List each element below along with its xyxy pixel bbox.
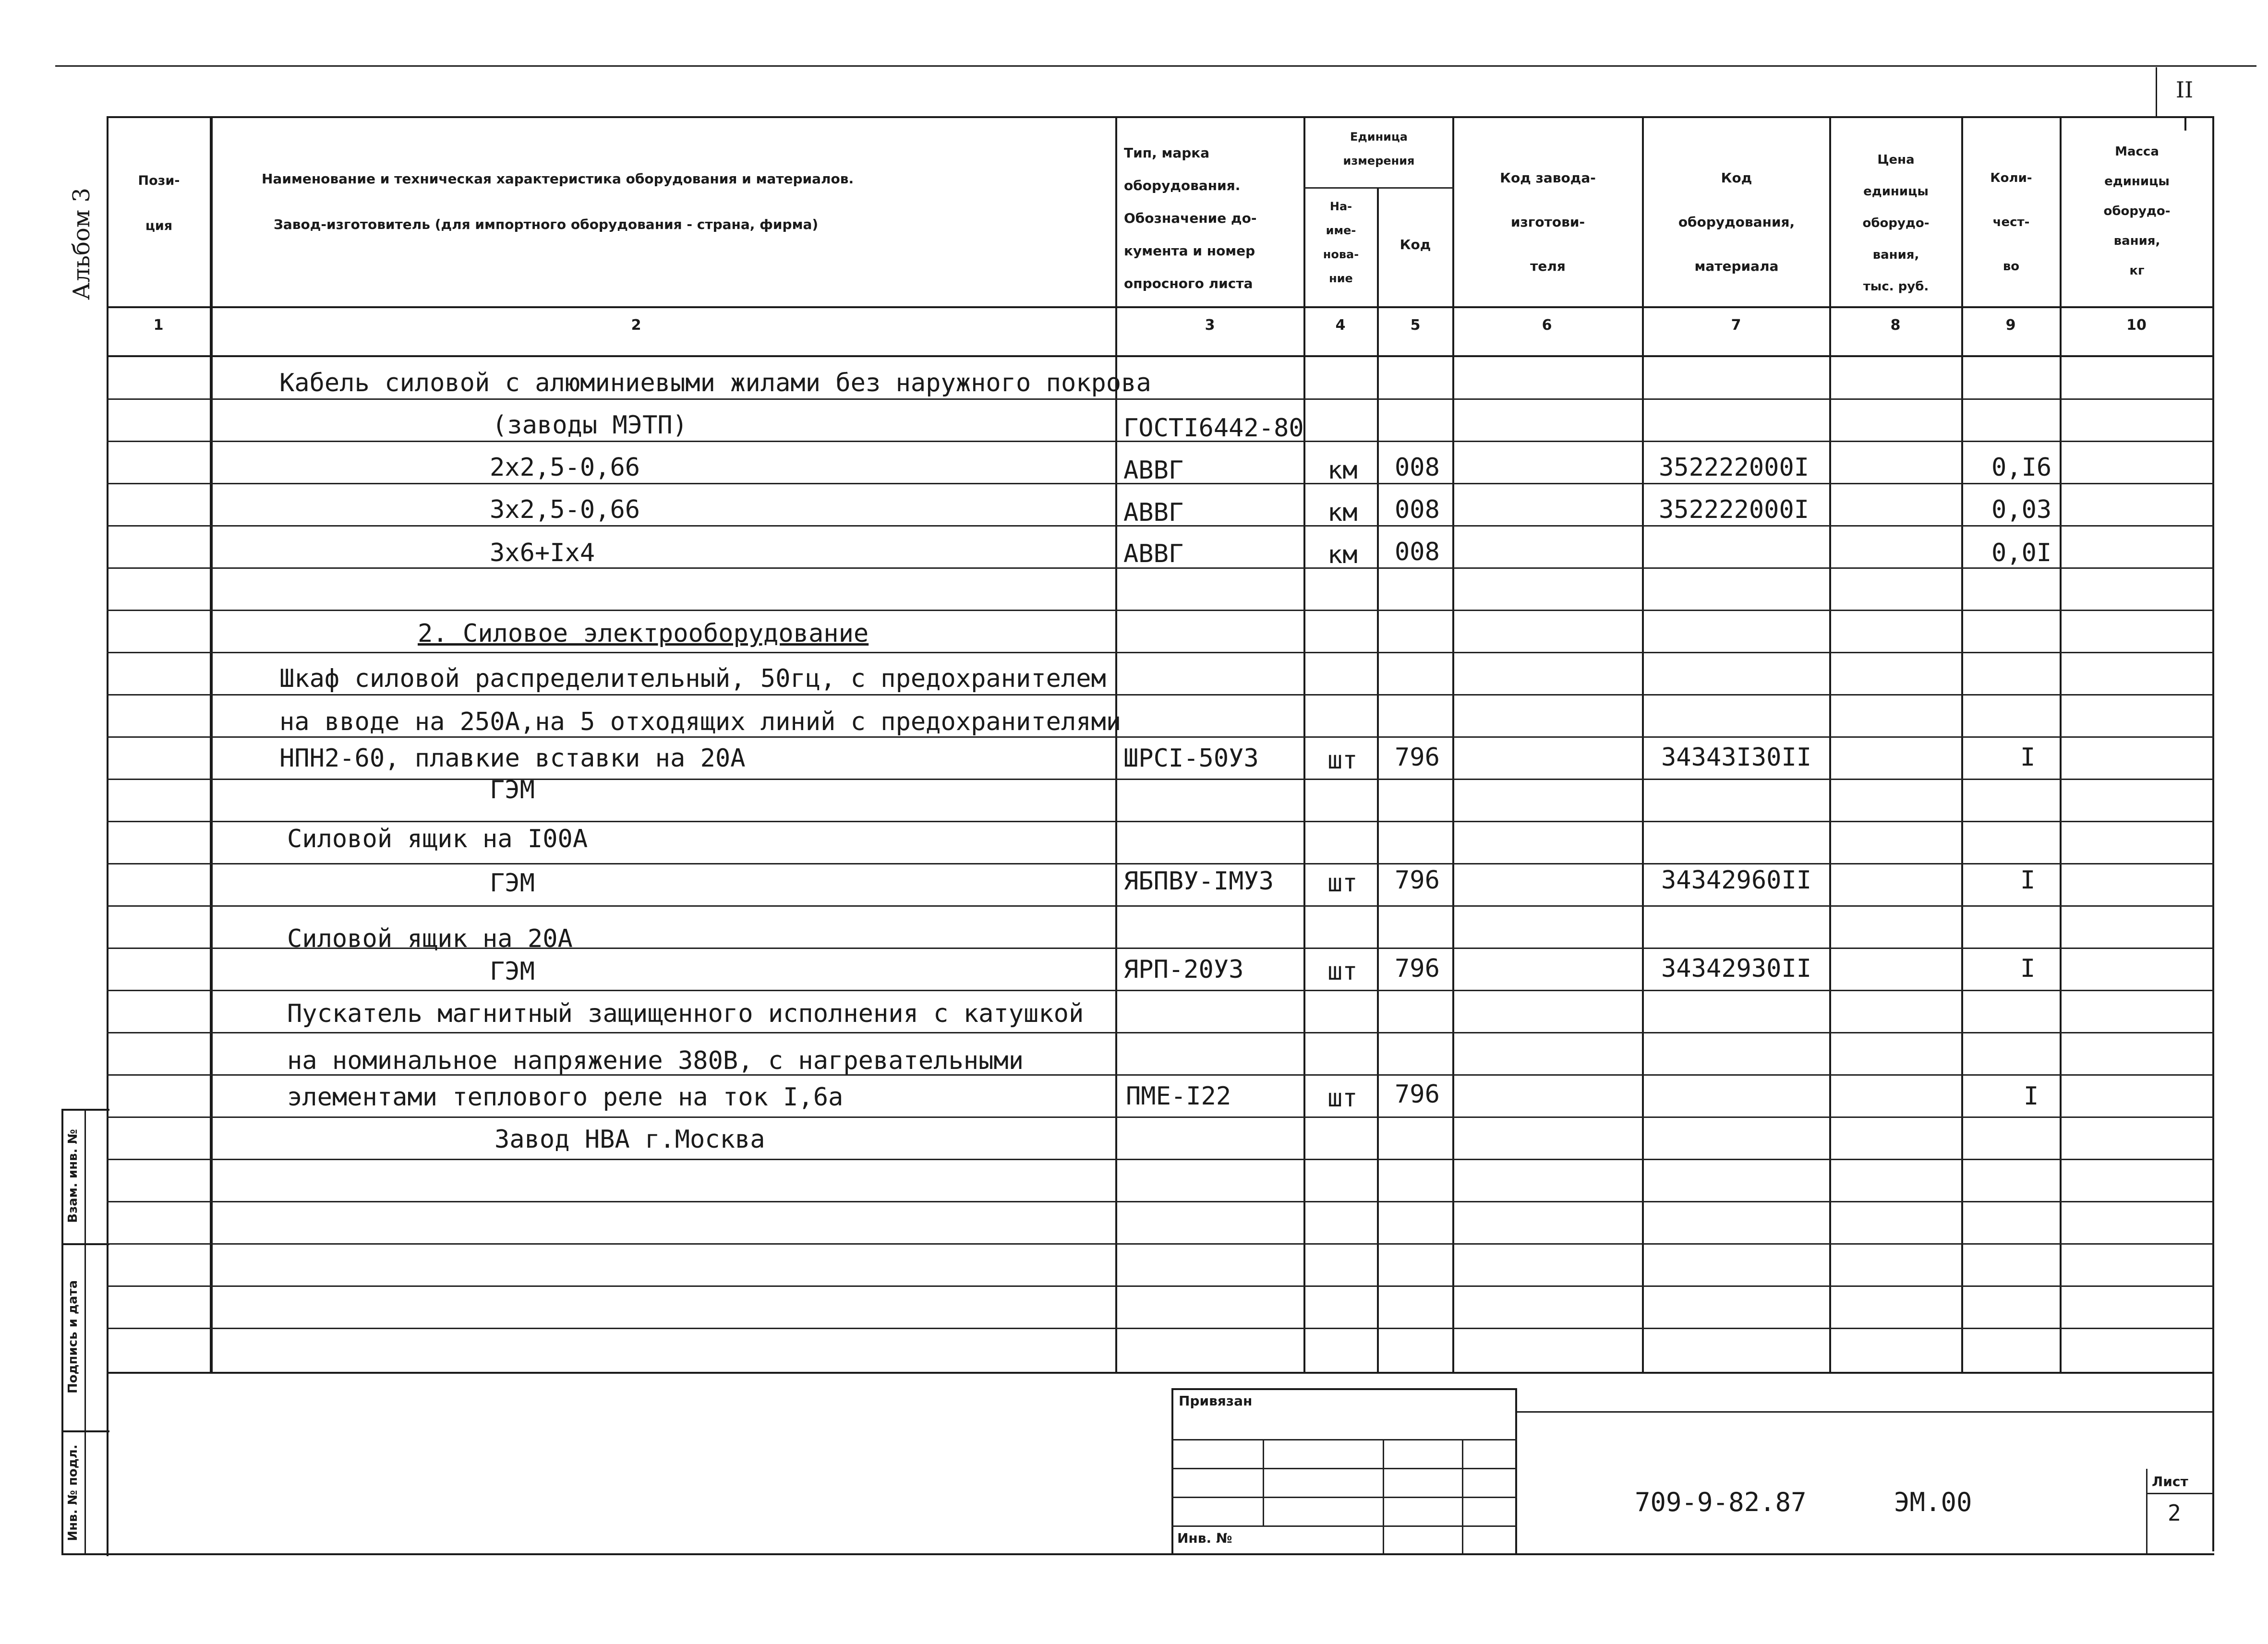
item-equipment-code: 34342930II bbox=[1661, 954, 1812, 983]
item-name: 2х2,5-0,66 bbox=[490, 453, 640, 482]
item-name: на вводе на 250А,на 5 отходящих линий с предохранителями bbox=[279, 708, 1122, 736]
colnum: 5 bbox=[1410, 317, 1421, 334]
header-price: Цена единицы оборудо- вания, тыс. руб. bbox=[1862, 153, 1930, 294]
item-name: НПН2-60, плавкие вставки на 20А bbox=[279, 744, 746, 773]
item-quantity: I bbox=[2020, 866, 2036, 895]
item-equipment-code: 352222000I bbox=[1659, 453, 1810, 482]
item-maker: ГЭМ bbox=[490, 957, 535, 986]
document-code: 709-9-82.87 bbox=[1635, 1487, 1807, 1517]
item-unit-code: 796 bbox=[1395, 954, 1440, 983]
side-stamp-div2 bbox=[61, 1430, 109, 1432]
sheet-corner-number: II bbox=[2175, 77, 2194, 103]
col-line-4 bbox=[1377, 187, 1379, 1374]
header-unit-code: Код bbox=[1399, 237, 1431, 252]
header-name-line2: Завод-изготовитель (для импортного оборудования - страна, фирма) bbox=[274, 216, 819, 232]
header-position: Пози- ция bbox=[138, 173, 180, 233]
header-bottom-line bbox=[107, 306, 2214, 308]
colnum: 2 bbox=[631, 317, 641, 334]
stamp-privyazan: Привязан bbox=[1179, 1393, 1253, 1409]
colnum: 7 bbox=[1731, 317, 1741, 334]
item-unit: км bbox=[1327, 540, 1358, 569]
col-line-3 bbox=[1303, 116, 1305, 1374]
item-unit-code: 796 bbox=[1395, 1080, 1440, 1109]
side-stamp-left bbox=[61, 1109, 63, 1555]
top-border-line bbox=[55, 65, 2256, 67]
side-label-inv: Инв. № подл. bbox=[66, 1444, 80, 1541]
colnum-bottom-line bbox=[107, 355, 2214, 357]
item-equipment-code: 34343I30II bbox=[1661, 743, 1812, 772]
item-name: на номинальное напряжение 380В, с нагревательными bbox=[287, 1046, 1024, 1075]
section-heading: 2. Силовое электрооборудование bbox=[418, 619, 869, 648]
colnum: 3 bbox=[1205, 317, 1215, 334]
item-unit-code: 008 bbox=[1395, 453, 1440, 482]
header-quantity: Коли- чест- во bbox=[1990, 171, 2032, 274]
item-unit: шт bbox=[1327, 1084, 1358, 1113]
sheet-number: 2 bbox=[2168, 1500, 2181, 1526]
item-maker: ГЭМ bbox=[490, 776, 535, 804]
item-unit: км bbox=[1327, 498, 1358, 527]
frame-right bbox=[2212, 116, 2214, 1551]
col-line-2 bbox=[1115, 116, 1117, 1374]
document-suffix: ЭМ.00 bbox=[1894, 1487, 1972, 1517]
item-unit-code: 796 bbox=[1395, 866, 1440, 895]
colnum: 10 bbox=[2126, 317, 2147, 334]
item-type: ПМЕ-I22 bbox=[1126, 1082, 1231, 1111]
item-type: ШРСI-50У3 bbox=[1123, 744, 1259, 773]
item-unit-code: 008 bbox=[1395, 538, 1440, 566]
item-name: (заводы МЭТП) bbox=[492, 411, 688, 440]
colnum: 8 bbox=[1890, 317, 1901, 334]
col-line-5 bbox=[1452, 116, 1454, 1374]
stamp-inv-no: Инв. № bbox=[1177, 1530, 1232, 1546]
col-line-7 bbox=[1829, 116, 1831, 1374]
item-equipment-code: 352222000I bbox=[1659, 495, 1810, 524]
item-unit-code: 796 bbox=[1395, 743, 1440, 772]
item-unit: км bbox=[1327, 456, 1358, 485]
colnum: 1 bbox=[153, 317, 164, 334]
item-unit: шт bbox=[1327, 957, 1358, 986]
item-maker: Завод НВА г.Москва bbox=[495, 1125, 765, 1154]
item-type: ЯРП-20У3 bbox=[1123, 955, 1244, 984]
colnum: 9 bbox=[2005, 317, 2016, 334]
col-line-9 bbox=[2060, 116, 2062, 1374]
item-quantity: I bbox=[2020, 743, 2036, 772]
item-equipment-code: 34342960II bbox=[1661, 866, 1812, 895]
header-unit-name: На- име- нова- ние bbox=[1323, 200, 1359, 285]
sheet-label: Лист bbox=[2152, 1474, 2188, 1489]
item-name: Пускатель магнитный защищенного исполнения с катушкой bbox=[287, 999, 1084, 1028]
side-label-podpis: Подпись и дата bbox=[66, 1280, 80, 1394]
album-label: Альбом 3 bbox=[68, 188, 95, 300]
header-mass: Масса единицы оборудо- вания, кг bbox=[2103, 144, 2171, 278]
side-label-vzam: Взам. инв. № bbox=[66, 1129, 80, 1223]
col-line-8 bbox=[1961, 116, 1963, 1374]
side-stamp-top bbox=[61, 1109, 109, 1111]
item-type: АВВГ bbox=[1123, 456, 1184, 485]
corner-box-left bbox=[2156, 67, 2157, 117]
col-line-10 bbox=[2184, 116, 2186, 131]
item-unit-code: 008 bbox=[1395, 495, 1440, 524]
header-unit-group: Единица измерения bbox=[1343, 130, 1415, 168]
item-unit: шт bbox=[1327, 869, 1358, 898]
item-maker: ГЭМ bbox=[490, 869, 535, 898]
item-quantity: I bbox=[2024, 1082, 2039, 1111]
item-type: АВВГ bbox=[1123, 498, 1184, 527]
header-maker-code: Код завода- изготови- теля bbox=[1500, 170, 1596, 274]
item-name: Шкаф силовой распределительный, 50гц, с предохранителем bbox=[279, 664, 1106, 693]
frame-top bbox=[107, 116, 2214, 118]
header-equipment-code: Код оборудования, материала bbox=[1678, 170, 1795, 274]
item-type: ЯБПВУ-IМУ3 bbox=[1123, 867, 1274, 896]
frame-bottom bbox=[62, 1553, 2214, 1555]
item-name: Силовой ящик на I00А bbox=[287, 825, 588, 853]
frame-left bbox=[107, 116, 109, 1556]
header-name-line1: Наименование и техническая характеристика оборудования и материалов. bbox=[262, 171, 854, 187]
item-type: ГОСТI6442-80 bbox=[1123, 414, 1304, 443]
item-name: элементами теплового реле на ток I,6а bbox=[287, 1083, 844, 1112]
item-name: 3х2,5-0,66 bbox=[490, 495, 640, 524]
item-name: Кабель силовой с алюминиевыми жилами без наружного покрова bbox=[279, 369, 1151, 397]
colnum: 4 bbox=[1335, 317, 1346, 334]
unit-subheader-line bbox=[1303, 187, 1454, 189]
item-quantity: 0,0I bbox=[1991, 539, 2052, 567]
item-name: 3х6+Iх4 bbox=[490, 539, 595, 567]
item-quantity: I bbox=[2020, 954, 2036, 983]
item-unit: шт bbox=[1327, 746, 1358, 775]
colnum: 6 bbox=[1542, 317, 1552, 334]
item-quantity: 0,03 bbox=[1991, 495, 2052, 524]
header-type: Тип, марка оборудования. Обозначение до- кумента и номер опросного листа bbox=[1124, 145, 1257, 291]
col-line-6 bbox=[1642, 116, 1644, 1374]
side-stamp-div1 bbox=[61, 1243, 109, 1245]
item-name: Силовой ящик на 20А bbox=[287, 924, 573, 953]
col-line-1 bbox=[210, 116, 213, 1374]
item-quantity: 0,I6 bbox=[1991, 453, 2052, 482]
side-stamp-mid bbox=[84, 1109, 86, 1555]
item-type: АВВГ bbox=[1123, 540, 1184, 568]
